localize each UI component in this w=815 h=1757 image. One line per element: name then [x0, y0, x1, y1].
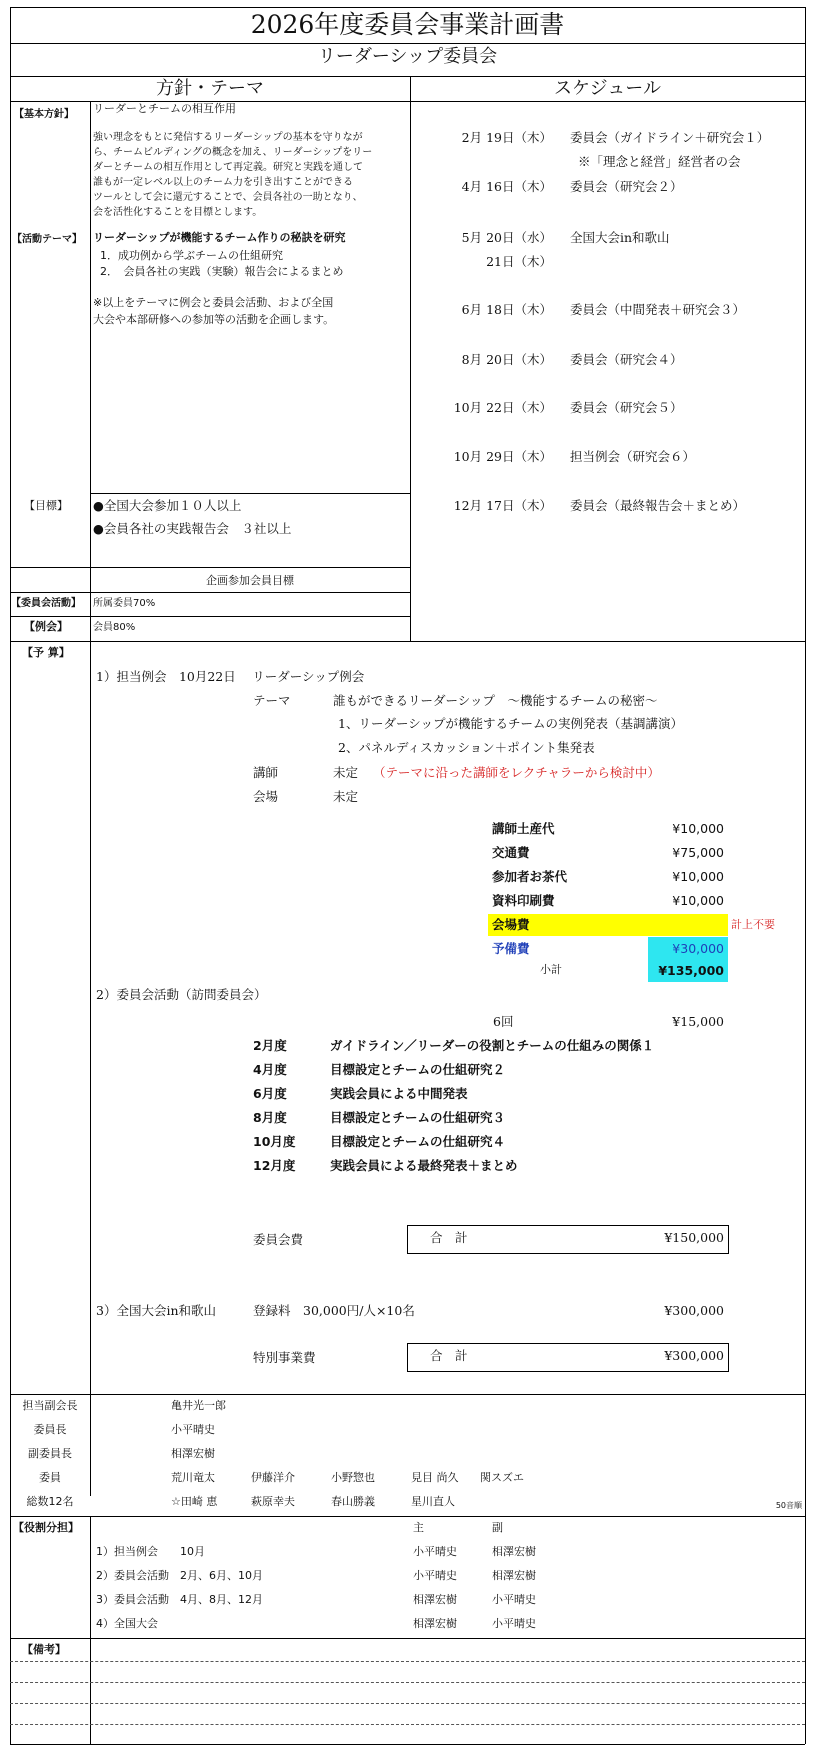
meeting-value: 会員80% [93, 622, 136, 633]
budget-item3-title: 3）全国大会in和歌山 [96, 1303, 217, 1318]
role-main: 小平晴史 [413, 1569, 457, 1582]
venue-label: 会場 [253, 789, 279, 804]
month-text: 実践会員による中間発表 [330, 1086, 468, 1101]
role-main: 小平晴史 [413, 1545, 457, 1558]
activity-theme-heading: リーダーシップが機能するチーム作りの秘訣を研究 [93, 231, 346, 244]
budget-item1-title: 1）担当例会 10月22日 リーダーシップ例会 [96, 669, 365, 684]
month-text: 実践会員による最終発表＋まとめ [330, 1158, 518, 1173]
divider [10, 1516, 805, 1517]
cost-label: 参加者お茶代 [492, 869, 568, 884]
cost-value: ¥75,000 [672, 845, 724, 860]
schedule-date: 10月 22日（木） [453, 400, 552, 415]
divider [10, 616, 410, 617]
schedule-text: 委員会（研究会２） [570, 179, 683, 194]
member-role: 副委員長 [28, 1447, 72, 1460]
cost-label: 講師土産代 [492, 821, 555, 836]
schedule-text: 全国大会in和歌山 [570, 230, 670, 245]
schedule-text: 委員会（ガイドライン＋研究会１） [570, 130, 770, 145]
notes-line [10, 1724, 805, 1725]
member-role: 総数12名 [26, 1495, 74, 1508]
reserve-label: 予備費 [492, 941, 530, 956]
members-order-note: 50音順 [775, 1501, 802, 1510]
schedule-date: 6月 18日（木） [461, 302, 552, 317]
notes-line [10, 1682, 805, 1683]
activity-theme-note: ※以上をテーマに例会と委員会活動、および全国 [93, 296, 334, 309]
month-label: 4月度 [253, 1062, 287, 1077]
column-divider-labels [90, 101, 91, 1496]
member-role: 委員 [39, 1471, 61, 1484]
role-item: 1）担当例会 10月 [96, 1545, 205, 1558]
roles-label: 【役割分担】 [13, 1521, 79, 1534]
total-label: 合 計 [430, 1230, 468, 1245]
member-name: 関スズエ [480, 1471, 524, 1484]
schedule-date: 5月 20日（水） [461, 230, 552, 245]
schedule-date: 2月 19日（木） [461, 130, 552, 145]
schedule-text: 委員会（最終報告会＋まとめ） [570, 498, 746, 513]
policy-header: 方針・テーマ [156, 78, 264, 99]
column-divider-roles [90, 1516, 91, 1744]
roles-sub-header: 副 [492, 1521, 503, 1534]
special-fee-label: 特別事業費 [253, 1350, 316, 1365]
basic-policy-text: ダーとチームの相互作用として再定義。研究と実践を通して [93, 162, 363, 173]
schedule-date: 8月 20日（木） [461, 352, 552, 367]
basic-policy-text: ツールとして会に還元することで、会員各社の一助となり、 [93, 192, 363, 203]
meeting-label: 【例会】 [24, 620, 68, 633]
meeting-count: 6回 [493, 1014, 514, 1029]
frame-top [10, 7, 805, 8]
member-role: 委員長 [33, 1423, 67, 1436]
schedule-text: 委員会（研究会４） [570, 352, 683, 367]
total-label: 合 計 [430, 1348, 468, 1363]
notes-line [10, 1703, 805, 1704]
role-item: 3）委員会活動 4月、8月、12月 [96, 1593, 263, 1606]
divider [10, 641, 805, 642]
cost-label: 交通費 [492, 845, 530, 860]
cost-value: ¥10,000 [672, 821, 724, 836]
lecturer-label: 講師 [253, 765, 279, 780]
month-label: 6月度 [253, 1086, 287, 1101]
activity-theme-item: 1．成功例から学ぶチームの仕組研究 [100, 249, 283, 262]
role-sub: 相澤宏樹 [492, 1569, 536, 1582]
venue-cost-label: 会場費 [492, 917, 530, 932]
role-main: 相澤宏樹 [413, 1593, 457, 1606]
committee-activity-label: 【委員会活動】 [11, 598, 81, 609]
divider [10, 1638, 805, 1639]
month-label: 2月度 [253, 1038, 287, 1053]
activity-theme-note: 大会や本部研修への参加等の活動を企画します。 [93, 313, 335, 326]
total-value: ¥300,000 [664, 1348, 724, 1363]
member-name: 亀井光一郎 [171, 1399, 226, 1412]
schedule-text: ※「理念と経営」経営者の会 [578, 154, 741, 169]
basic-policy-label: 【基本方針】 [14, 109, 74, 120]
frame-right [805, 7, 806, 1744]
theme-sub: 2、パネルディスカッション＋ポイント集発表 [338, 740, 595, 755]
member-name: 見目 尚久 [411, 1471, 459, 1484]
role-main: 相澤宏樹 [413, 1617, 457, 1630]
divider [10, 1394, 805, 1395]
venue-cost-note: 計上不要 [731, 918, 775, 931]
member-name: 相澤宏樹 [171, 1447, 215, 1460]
schedule-text: 委員会（中間発表＋研究会３） [570, 302, 746, 317]
cost-label: 資料印刷費 [492, 893, 555, 908]
registration-fee-value: ¥300,000 [664, 1303, 724, 1318]
page-title: 2026年度委員会事業計画書 [250, 10, 565, 39]
basic-policy-heading: リーダーとチームの相互作用 [93, 102, 236, 115]
meeting-amount: ¥15,000 [672, 1014, 724, 1029]
participation-heading: 企画参加会員目標 [206, 574, 294, 587]
schedule-date: 21日（木） [486, 254, 552, 269]
month-label: 12月度 [253, 1158, 296, 1173]
goal-item: ●会員各社の実践報告会 ３社以上 [93, 521, 292, 536]
schedule-header: スケジュール [554, 78, 661, 99]
basic-policy-text: 強い理念をもとに発信するリーダーシップの基本を守りなが [93, 132, 363, 143]
divider [10, 43, 805, 44]
role-sub: 相澤宏樹 [492, 1545, 536, 1558]
member-name: 星川直人 [411, 1495, 455, 1508]
member-name: 春山勝義 [331, 1495, 375, 1508]
notes-label: 【備考】 [22, 1643, 66, 1656]
month-text: ガイドライン／リーダーの役割とチームの仕組みの関係１ [330, 1038, 655, 1053]
column-divider-middle [410, 76, 411, 641]
schedule-date: 4月 16日（木） [461, 179, 552, 194]
schedule-date: 12月 17日（木） [453, 498, 552, 513]
subtotal-label: 小計 [540, 963, 562, 976]
role-item: 4）全国大会 [96, 1617, 158, 1630]
schedule-text: 担当例会（研究会６） [570, 449, 696, 464]
basic-policy-text: ら、チームビルディングの概念を加え、リーダーシップをリー [93, 147, 373, 158]
divider [10, 567, 410, 568]
activity-theme-label: 【活動テーマ】 [12, 234, 82, 245]
member-name: 荒川竜太 [171, 1471, 215, 1484]
month-text: 目標設定とチームの仕組研究２ [330, 1062, 506, 1077]
reserve-value: ¥30,000 [672, 941, 724, 956]
divider [90, 493, 410, 494]
notes-line [10, 1661, 805, 1662]
cost-value: ¥10,000 [672, 869, 724, 884]
committee-fee-label: 委員会費 [253, 1232, 304, 1247]
registration-fee-text: 登録料 30,000円/人×10名 [253, 1303, 415, 1318]
member-name: ☆田崎 恵 [171, 1495, 218, 1508]
committee-name: リーダーシップ委員会 [317, 46, 498, 67]
committee-activity-value: 所属委員70% [93, 598, 156, 609]
member-name: 小平晴史 [171, 1423, 215, 1436]
frame-bottom [10, 1744, 805, 1745]
month-label: 10月度 [253, 1134, 296, 1149]
theme-label: テーマ [253, 693, 291, 708]
basic-policy-text: 誰もが一定レベル以上のチーム力を引き出すことができる [93, 177, 353, 188]
budget-label: 【予 算】 [22, 646, 70, 659]
cost-value: ¥10,000 [672, 893, 724, 908]
basic-policy-text: 会を活性化することを目標とします。 [93, 207, 263, 218]
roles-main-header: 主 [413, 1521, 424, 1534]
divider [10, 76, 805, 77]
venue-value: 未定 [333, 789, 359, 804]
theme-sub: 1、リーダーシップが機能するチームの実例発表（基調講演） [338, 716, 683, 731]
member-role: 担当副会長 [22, 1399, 78, 1412]
subtotal-value: ¥135,000 [658, 963, 724, 978]
theme-text: 誰もができるリーダーシップ ～機能するチームの秘密～ [333, 693, 658, 708]
member-name: 小野惣也 [331, 1471, 375, 1484]
lecturer-note: （テーマに沿った講師をレクチャラーから検討中） [373, 765, 660, 780]
month-text: 目標設定とチームの仕組研究４ [330, 1134, 506, 1149]
month-text: 目標設定とチームの仕組研究３ [330, 1110, 506, 1125]
budget-item2-title: 2）委員会活動（訪問委員会） [96, 987, 267, 1002]
goal-label: 【目標】 [24, 499, 68, 512]
role-item: 2）委員会活動 2月、6月、10月 [96, 1569, 263, 1582]
role-sub: 小平晴史 [492, 1617, 536, 1630]
lecturer-value: 未定 [333, 765, 359, 780]
schedule-date: 10月 29日（木） [453, 449, 552, 464]
schedule-text: 委員会（研究会５） [570, 400, 683, 415]
role-sub: 小平晴史 [492, 1593, 536, 1606]
total-value: ¥150,000 [664, 1230, 724, 1245]
divider [10, 592, 410, 593]
activity-theme-item: 2． 会員各社の実践（実験）報告会によるまとめ [100, 265, 344, 278]
month-label: 8月度 [253, 1110, 287, 1125]
goal-item: ●全国大会参加１０人以上 [93, 498, 242, 513]
member-name: 伊藤洋介 [251, 1471, 295, 1484]
member-name: 萩原幸夫 [251, 1495, 295, 1508]
